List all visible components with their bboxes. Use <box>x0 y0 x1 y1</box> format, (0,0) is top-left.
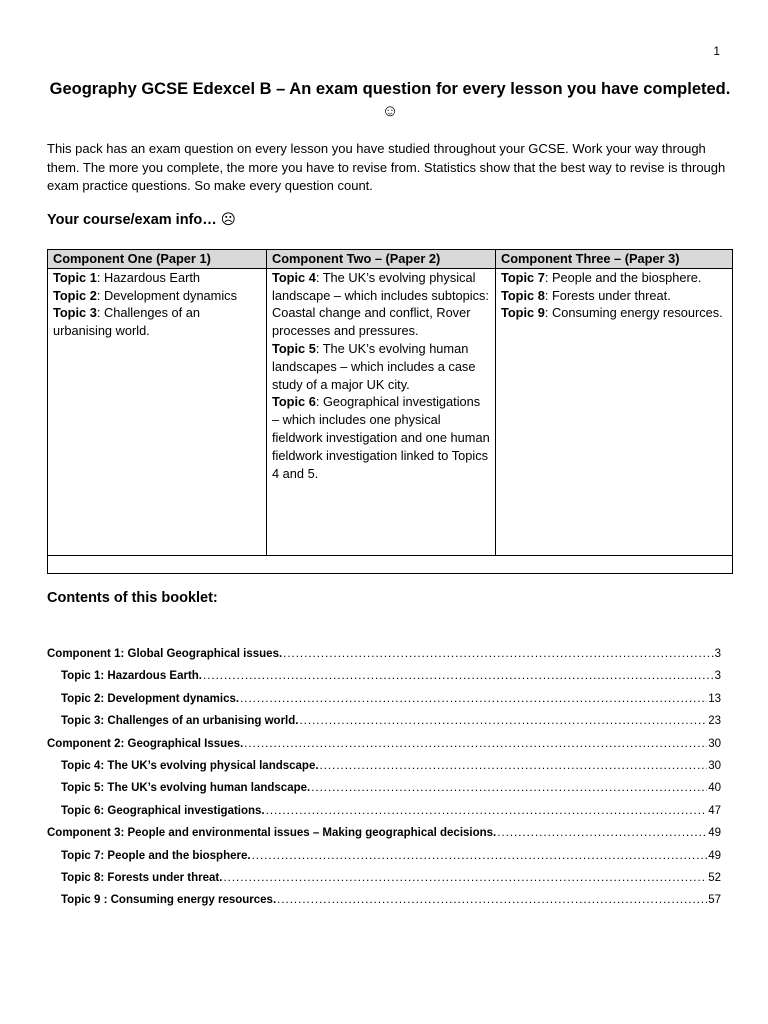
component-one-topics <box>48 268 267 555</box>
toc-entry[interactable] <box>47 872 721 894</box>
topic-text: : Development dynamics <box>96 287 237 303</box>
toc-entry-page: 57 <box>708 894 721 907</box>
topic-6 <box>272 393 490 482</box>
toc-entry-title: Topic 9 : Consuming energy resources. <box>61 894 277 907</box>
toc-entry-title: Component 3: People and environmental issues – Making geographical decisions. <box>47 827 497 840</box>
topic-label: Topic 7 <box>501 269 545 285</box>
toc-entry-page: 40 <box>708 782 721 795</box>
toc-entry-title: Topic 8: Forests under threat. <box>61 871 223 884</box>
component-one-header: Component One (Paper 1) <box>48 250 267 269</box>
topic-text: : The UK’s evolving physical landscape – which includes subtopics: Coastal change and conflict, Rover processes and pressures. <box>272 269 489 339</box>
toc-entry[interactable] <box>47 850 721 872</box>
toc-entry[interactable] <box>47 693 721 715</box>
toc-entry-title: Topic 3: Challenges of an urbanising world. <box>61 715 299 728</box>
toc-entry-title: Topic 1: Hazardous Earth. <box>61 670 203 683</box>
toc-entry-title: Topic 4: The UK’s evolving physical landscape. <box>61 759 319 772</box>
toc-entry[interactable] <box>47 648 721 670</box>
topic-5 <box>272 340 490 393</box>
toc-leader-dots <box>203 670 714 682</box>
topic-label: Topic 6 <box>272 394 316 410</box>
toc-leader-dots <box>299 715 707 727</box>
toc-leader-dots <box>266 805 708 817</box>
toc-entry[interactable] <box>47 760 721 782</box>
empty-cell <box>48 555 733 573</box>
toc-entry-page: 49 <box>708 827 721 840</box>
toc-entry-title: Topic 7: People and the biosphere. <box>61 849 251 862</box>
component-three-topics <box>496 268 733 555</box>
toc-entry-page: 3 <box>714 648 721 660</box>
page-title: Geography GCSE Edexcel B – An exam question for every lesson you have completed. ☺ <box>49 80 731 120</box>
toc-entry-page: 23 <box>708 715 721 728</box>
topic-text: : Consuming energy resources. <box>544 305 723 321</box>
topic-label: Topic 2 <box>53 287 97 303</box>
components-topics-row <box>48 268 733 555</box>
toc-leader-dots <box>252 850 708 862</box>
topic-7 <box>501 269 727 287</box>
toc-leader-dots <box>283 648 713 660</box>
component-two-topics <box>267 268 496 555</box>
toc-leader-dots <box>244 738 707 750</box>
toc-leader-dots <box>320 760 708 772</box>
toc-entry[interactable] <box>47 894 721 916</box>
components-header-row <box>48 250 733 269</box>
topic-text: : Hazardous Earth <box>96 269 200 285</box>
topic-8 <box>501 287 727 305</box>
toc-entry-page: 49 <box>708 849 721 862</box>
toc-entry[interactable] <box>47 715 721 737</box>
toc-leader-dots <box>311 782 707 794</box>
toc-entry-title: Component 1: Global Geographical issues. <box>47 648 283 660</box>
topic-label: Topic 1 <box>53 269 97 285</box>
toc-entry[interactable] <box>47 670 721 692</box>
topic-text: : Challenges of an urbanising world. <box>53 305 201 339</box>
toc-entry-page: 30 <box>708 737 721 750</box>
toc-entry[interactable] <box>47 782 721 804</box>
component-three-header: Component Three – (Paper 3) <box>496 250 733 269</box>
topic-label: Topic 3 <box>53 305 97 321</box>
toc-entry-title: Topic 5: The UK’s evolving human landscape. <box>61 782 311 795</box>
toc-entry-page: 13 <box>708 692 721 705</box>
topic-3 <box>53 304 261 340</box>
topic-label: Topic 9 <box>501 305 545 321</box>
course-info-heading: Your course/exam info… ☹ <box>47 212 236 228</box>
topic-2 <box>53 287 261 305</box>
components-table <box>47 249 733 574</box>
toc-entry-title: Topic 6: Geographical investigations. <box>61 804 265 817</box>
topic-label: Topic 5 <box>272 340 316 356</box>
table-of-contents <box>47 648 721 917</box>
intro-paragraph: This pack has an exam question on every lesson you have studied throughout your GCSE. Work your way through them. The more you complete, the more you have to revise from. Statistics show that the best way to revise is through exam practice questions. So make every question count. <box>47 141 726 193</box>
component-two-header: Component Two – (Paper 2) <box>267 250 496 269</box>
toc-entry-page: 3 <box>714 670 721 683</box>
toc-leader-dots <box>240 693 707 705</box>
toc-entry-page: 52 <box>708 871 721 884</box>
contents-heading: Contents of this booklet: <box>47 590 218 606</box>
topic-4 <box>272 269 490 340</box>
topic-9 <box>501 304 727 322</box>
topic-text: : Geographical investigations – which includes one physical fieldwork investigation and one human fieldwork investigation linked to Topics 4 and 5. <box>272 394 490 481</box>
topic-text: : People and the biosphere. <box>544 269 702 285</box>
components-empty-row <box>48 555 733 573</box>
topic-text: : Forests under threat. <box>544 287 671 303</box>
toc-entry-page: 30 <box>708 759 721 772</box>
toc-entry[interactable] <box>47 827 721 849</box>
toc-leader-dots <box>497 827 707 839</box>
topic-label: Topic 8 <box>501 287 545 303</box>
toc-entry[interactable] <box>47 805 721 827</box>
toc-leader-dots <box>223 872 707 884</box>
page-number: 1 <box>713 44 720 58</box>
topic-label: Topic 4 <box>272 269 316 285</box>
toc-leader-dots <box>277 894 707 906</box>
topic-text: : The UK’s evolving human landscapes – which includes a case study of a major UK city. <box>272 340 476 392</box>
topic-1 <box>53 269 261 287</box>
toc-entry-page: 47 <box>708 804 721 817</box>
toc-entry[interactable] <box>47 738 721 760</box>
toc-entry-title: Topic 2: Development dynamics. <box>61 692 240 705</box>
toc-entry-title: Component 2: Geographical Issues. <box>47 737 244 750</box>
